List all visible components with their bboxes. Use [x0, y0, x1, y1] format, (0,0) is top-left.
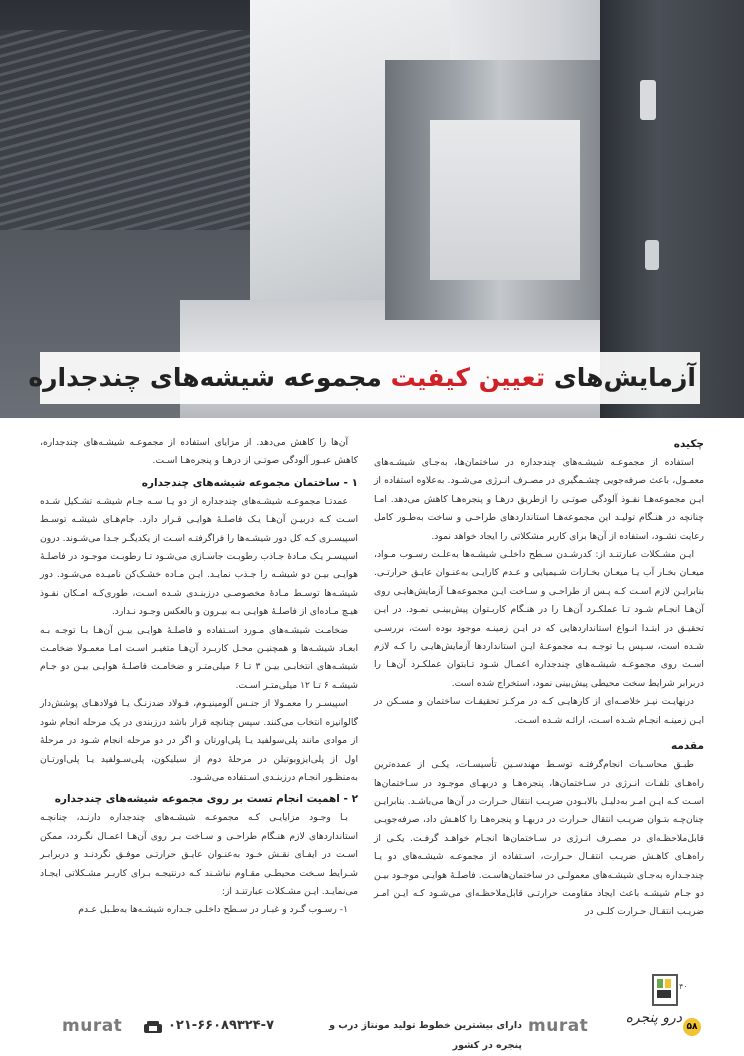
footer-slogan: دارای بیشترین خطوط تولید مونتاژ درب و پنجره در کشور — [329, 1020, 522, 1051]
section-1-paragraph-1: عمدتـا مجموعـه شیشـه‌های چندجداره از دو یـا سـه جـام شیشـه تشـکیل شـده اسـت کـه دربیـن آن‌هـا یـک فاصلـۀ هوایـی قـرار دارد. جام‌هـای شیشـه توسـط اسپیسـری کـه کل دور شیشـه‌ها را فراگرفتـه اسـت از یکدیگـر جـدا می‌شـوند. درون اسپیسـر یـک مـادۀ جـاذب رطوبـت جاسـازی می‌شـود تـا رطوبـت موجـود در فاصلـۀ هوایـی بیـن دو شیشـه را جـذب نمایـد. ایـن مـاده خشـک‌کن نامیـده می‌شـود. دور شیشـه‌ها توسـط مـادۀ مخصوصـی درزبنـدی شـده اسـت، طوری‌کـه امـکان نفـوذ هیـچ مـاده‌ای از فاصلـۀ هوایـی بـه بیـرون و بالعکس وجـود نـدارد. — [40, 495, 358, 618]
window-lock — [645, 240, 659, 270]
right-column — [374, 434, 704, 922]
abstract-heading: چکیده — [673, 438, 704, 450]
section-1-paragraph-3: اسپیسـر را معمـولا از جنـس آلومینیـوم، فـولاد ضدزنـگ یـا فولادهـای پوشش‌دار گالوانیزه انتخاب می‌کنند. سپس چنانچه قرار باشد درزبندی در یک مرحله انجام شود از موادی مانند پلی‌سولفید یـا پلی‌اورتان و اگر در دو مرحله انجام شـود در مرحلۀ اول از پلی‌ایزوبوتیلن در مرحلۀ دوم از سیلیکون، پلی‌سـولفید یـا پلی‌اورتـان به‌منظـور انجـام درزبنـدی اسـتفاده می‌شـود. — [40, 698, 358, 783]
title-part-1: آزمایش‌های — [553, 363, 696, 392]
intro-paragraph: طبـق محاسـبات انجام‌گرفتـه توسـط مهندسـین تأسیسـات، یکـی از عمده‌ترین راه‌هـای تلفـات انـرژی در سـاختمان‌ها، پنجره‌هـا و دربهـای موجـود در سـاختمان‌ها اسـت کـه ایـن امـر به‌دلیـل بالابـودن ضریـب انتقال حـرارت در آن‌ها می‌باشـد. بنابرایـن چنان‌چـه بتـوان ضریـب انتقال حـرارت در دربهـا و پنجره‌هـا را کاهـش داد، صرفه‌جویـی قابل‌ملاحظـه‌ای در مصـرف انـرژی در سـاختمان‌ها انجـام خواهـد گرفـت. یکـی از راه‌هـای کاهـش ضریـب انتقـال حـرارت، اسـتفاده از مجموعـه شیشـه‌های دو یـا چندجـداره به‌جـای شیشـه‌های معمولـی در ساختمان‌هاسـت. فاصلـۀ هوایـی موجـود بیـن دو جـام شیشـه باعث ایجاد مقاومت حرارتـی قابل‌ملاحظـه‌ای می‌شـود کـه ایـن امـر ضریـب انتقـال حـرارت کلـی در — [374, 759, 704, 918]
continuation-paragraph: آن‌ها را کاهش می‌دهد. از مزایای استفاده از مجموعـه شیشـه‌های چندجداره، کاهش عبـور آلودگی صوتـی از درهـا و پنجره‌هـا اسـت. — [40, 437, 358, 467]
title-part-2-highlight: تعیین کیفیت — [390, 363, 546, 392]
abstract-paragraph-1: استفاده از مجموعـه شیشـه‌های چندجداره در ساختمان‌ها، به‌جـای شیشـه‌های معمـول، باعث صرفه‌جویی چشـمگیری در مصـرف انـرژی می‌شـود. به‌علاوه استفاده از ایـن مجموعه‌هـا نفـوذ آلودگی صوتـی را ازطریق درهـا و پنجره‌هـا کاهش می‌دهد. امـا چنانچه در هنـگام تولیـد این مجموعه‌هـا استانداردهای طراحـی و ساخت به‌طـور کامل رعایت نشـود، استفاده از آن‌ها برای کاربر مشکلاتی را ایجاد خواهد نمود. — [374, 457, 704, 542]
murat-logo-mid — [528, 1016, 588, 1036]
title-part-3: مجموعه شیشه‌های چندجداره — [28, 363, 382, 392]
magazine-logo: درو پنجره — [625, 1010, 682, 1026]
window-handle — [640, 80, 656, 120]
section-2-heading: ۲ - اهمیت انجام تست بر روی مجموعه شیشه‌های چندجداره — [54, 793, 358, 806]
murat-logo-mid-text: murat — [528, 1016, 589, 1036]
window-blind-stripes — [0, 30, 250, 230]
section-1-paragraph-2: ضخامـت شیشـه‌های مـورد اسـتفاده و فاصلـۀ هوایـی بیـن آن‌هـا بـا توجـه بـه ابعـاد شیشـه‌ها و همچنیـن محـل کاربـرد آن‌هـا متغیـر اسـت امـا معمـولا ضخامـت شیشـه‌های انتخابـی بیـن ۳ تـا ۶ میلی‌متـر و ضخامـت فاصلـۀ هوایـی بیـن دو جـام شیشـه ۶ تـا ۱۲ میلی‌متـر اسـت. — [40, 624, 358, 691]
murat-logo-left — [62, 1016, 122, 1036]
abstract-paragraph-2: ایـن مشـکلات عبارتنـد از: کدرشـدن سـطح داخلـی شیشـه‌ها به‌علـت رسـوب مـواد، میعـان بخـار آب یـا میعـان بخـارات شـیمیایی و عـدم کارایـی به‌عنـوان عایـق حرارتـی. بنابرایـن لازم اسـت کـه پـس از طراحـی و سـاخت ایـن مجموعه‌هـا آزمایش‌هایـی روی آن‌هـا انجـام شـود تـا عملکـرد آن‌هـا را در هنـگام کاربـتوان پیش‌بینـی نمـود. در ایـن تحقیـق در ابتـدا انـواع استانداردهایی که در ایـن زمینـه موجود بوده است، بررسـی شـده است، سـپس بـا توجـه بـه مجموعـۀ ایـن استانداردها آزمایش‌هایـی را کـه لازم اسـت روی مجموعـه شیشـه‌های چندجداره اعمـال شـود تـابتوان عملکـرد آن‌هـا را دربرابر شرایط سخت محیطی پیش‌بینی نمود، استخراج شده است. — [374, 549, 704, 689]
intro-heading: مقدمه — [671, 740, 704, 753]
left-column — [40, 434, 358, 920]
side-number: ۴۰ — [679, 982, 688, 991]
page-number-badge: ۵۸ — [683, 1018, 701, 1036]
section-2-paragraph-1: بـا وجـود مزایایـی کـه مجموعـه شیشـه‌های چندجداره دارنـد، چنانچـه استانداردهای لازم هنـگام طراحـی و سـاخت بـر روی آن‌هـا اعمـال نگـردد، ممکن اسـت در ایفـای نقـش خـود به‌عنـوان عایـق حرارتـی موفـق نگردنـد و دربرابـر شـرایط سـخت محیطـی مقـاوم نباشـند کـه درنتیجـه بـرای کاربـر مشـکلاتی ایجـاد می‌نمایـد. ایـن مشـکلات عبارتنـد از: — [40, 812, 358, 897]
section-1-heading: ۱ - ساختمان مجموعه شیشه‌های چندجداره — [141, 476, 358, 489]
article-title — [28, 356, 696, 400]
section-2-paragraph-2: ۱- رسـوب گـرد و غبـار در سـطح داخلـی جـداره شیشـه‌ها به‌طـبل عـدم — [78, 904, 348, 916]
abstract-paragraph-3: درنهایـت نیـز خلاصـه‌ای از کارهایـی کـه در مرکـز تحقیقـات ساختمان و مسـکن در ایـن زمینـه انجـام شـده اسـت، ارائـه شـده اسـت. — [374, 696, 704, 726]
phone-number: ۰۲۱-۶۶۰۸۹۳۲۴-۷ — [168, 1018, 275, 1033]
phone-icon — [143, 1020, 163, 1034]
magazine-mark-icon — [652, 974, 678, 1006]
murat-logo-left-text: murat — [62, 1016, 123, 1036]
window-inner-glass — [430, 120, 580, 280]
